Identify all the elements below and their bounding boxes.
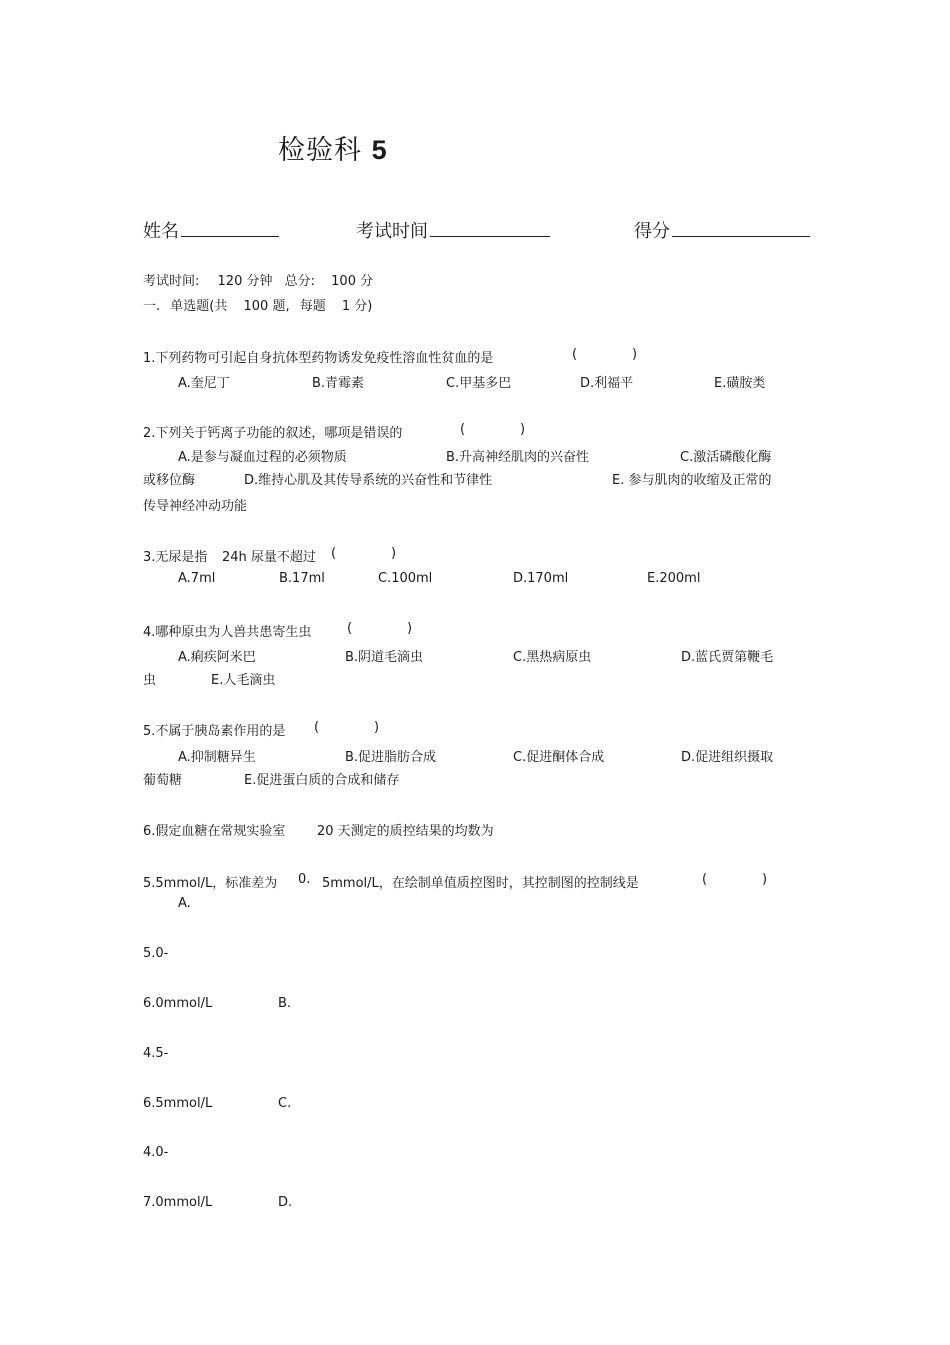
q6-option-c-value-2: 7.0mmol/L [143, 1195, 213, 1210]
q1-option-a[interactable]: A.奎尼丁 [178, 376, 230, 391]
q4-option-d[interactable]: D.蓝氏贾第鞭毛 [681, 650, 774, 665]
q1-option-c[interactable]: C.甲基多巴 [446, 376, 512, 391]
section-each: 每题 [299, 299, 326, 314]
q6-option-a[interactable]: A. [178, 896, 191, 911]
q5-option-d[interactable]: D.促进组织摄取 [681, 750, 774, 765]
q6-option-b[interactable]: B. [278, 996, 292, 1011]
q1-option-b[interactable]: B.青霉素 [312, 376, 365, 391]
q6-option-d[interactable]: D. [278, 1195, 293, 1210]
q3-stem: 3.无尿是指 [143, 550, 208, 565]
section-prefix: 一. [143, 299, 161, 314]
section-type: 单选题(共 [170, 299, 228, 314]
q1-option-e[interactable]: E.磺胺类 [714, 376, 766, 391]
q5-option-d-cont: 葡萄糖 [143, 773, 183, 788]
duration-label: 考试时间: [143, 274, 200, 289]
q6-stem-2: 20 天测定的质控结果的均数为 [317, 824, 494, 839]
q6-line2b: 0. [298, 872, 311, 887]
q5-option-a[interactable]: A.抑制糖异生 [178, 750, 256, 765]
title-number: 5 [371, 135, 388, 165]
q4-stem: 4.哪种原虫为人兽共患寄生虫 [143, 625, 312, 640]
q4-option-e[interactable]: E.人毛滴虫 [211, 673, 276, 688]
q1-paren-open: ( [572, 347, 578, 362]
q4-paren-close: ) [407, 621, 413, 636]
q6-option-a-value-2: 6.0mmol/L [143, 996, 213, 1011]
total-label: 总分: [284, 274, 316, 289]
score-label: 得分 [634, 221, 670, 242]
q3-stem-2: 24h 尿量不超过 [222, 550, 316, 565]
q1-option-d[interactable]: D.利福平 [580, 376, 634, 391]
q5-option-e[interactable]: E.促进蛋白质的合成和储存 [244, 773, 400, 788]
q5-paren-close: ) [374, 720, 380, 735]
section-count: 100 题, [243, 299, 290, 314]
q2-paren-open: ( [460, 422, 466, 437]
q1-paren-close: ) [632, 347, 638, 362]
q3-paren-open: ( [331, 546, 337, 561]
q4-option-c[interactable]: C.黑热病原虫 [513, 650, 592, 665]
q2-option-a[interactable]: A.是参与凝血过程的必须物质 [178, 450, 347, 465]
total-value: 100 分 [331, 274, 374, 289]
name-label: 姓名 [143, 221, 179, 242]
q2-option-c-cont: 或移位酶 [143, 473, 196, 488]
q6-line2c: 5mmol/L，在绘制单值质控图时，其控制图的控制线是 [322, 876, 639, 891]
q2-option-e-cont: 传导神经冲动功能 [143, 499, 248, 514]
score-field [634, 217, 810, 243]
q2-paren-close: ) [520, 422, 526, 437]
section-points: 1 分) [341, 299, 373, 314]
q6-paren-close: ) [762, 872, 768, 887]
q6-option-b-value-1: 4.5- [143, 1046, 169, 1061]
name-blank[interactable] [181, 220, 279, 237]
q3-option-c[interactable]: C.100ml [378, 571, 433, 586]
exam-time-blank[interactable] [430, 220, 550, 237]
exam-meta [143, 270, 373, 289]
q4-option-d-cont: 虫 [143, 673, 157, 688]
q4-paren-open: ( [347, 621, 353, 636]
section-heading [143, 295, 372, 314]
title-text: 检验科 [278, 135, 362, 166]
q6-stem: 6.假定血糖在常规实验室 [143, 824, 286, 839]
q3-paren-close: ) [391, 546, 397, 561]
duration-value: 120 分钟 [217, 274, 273, 289]
q4-option-a[interactable]: A.痢疾阿米巴 [178, 650, 256, 665]
q4-option-b[interactable]: B.阴道毛滴虫 [345, 650, 424, 665]
q3-option-d[interactable]: D.170ml [513, 571, 569, 586]
q5-stem: 5.不属于胰岛素作用的是 [143, 724, 286, 739]
name-field [143, 217, 279, 243]
q6-line2a: 5.5mmol/L，标准差为 [143, 876, 278, 891]
score-blank[interactable] [672, 220, 810, 237]
q2-option-c[interactable]: C.激活磷酸化酶 [680, 450, 772, 465]
exam-time-field [356, 217, 550, 243]
q2-option-b[interactable]: B.升高神经肌肉的兴奋性 [446, 450, 590, 465]
q3-option-b[interactable]: B.17ml [279, 571, 325, 586]
q5-paren-open: ( [314, 720, 320, 735]
q6-option-b-value-2: 6.5mmol/L [143, 1096, 213, 1111]
q6-option-c-value-1: 4.0- [143, 1145, 169, 1160]
q5-option-b[interactable]: B.促进脂肪合成 [345, 750, 437, 765]
q1-stem: 1.下列药物可引起自身抗体型药物诱发免疫性溶血性贫血的是 [143, 351, 494, 366]
q5-option-c[interactable]: C.促进酮体合成 [513, 750, 605, 765]
q2-option-e[interactable]: E. 参与肌肉的收缩及正常的 [612, 473, 772, 488]
q6-option-c[interactable]: C. [278, 1096, 292, 1111]
q2-option-d[interactable]: D.维持心肌及其传导系统的兴奋性和节律性 [244, 473, 493, 488]
q3-option-a[interactable]: A.7ml [178, 571, 216, 586]
q3-option-e[interactable]: E.200ml [647, 571, 701, 586]
q6-option-a-value-1: 5.0- [143, 946, 169, 961]
page-title [278, 128, 388, 167]
q6-paren-open: ( [702, 872, 708, 887]
exam-time-label: 考试时间 [356, 221, 428, 242]
q2-stem: 2.下列关于钙离子功能的叙述，哪项是错误的 [143, 426, 403, 441]
